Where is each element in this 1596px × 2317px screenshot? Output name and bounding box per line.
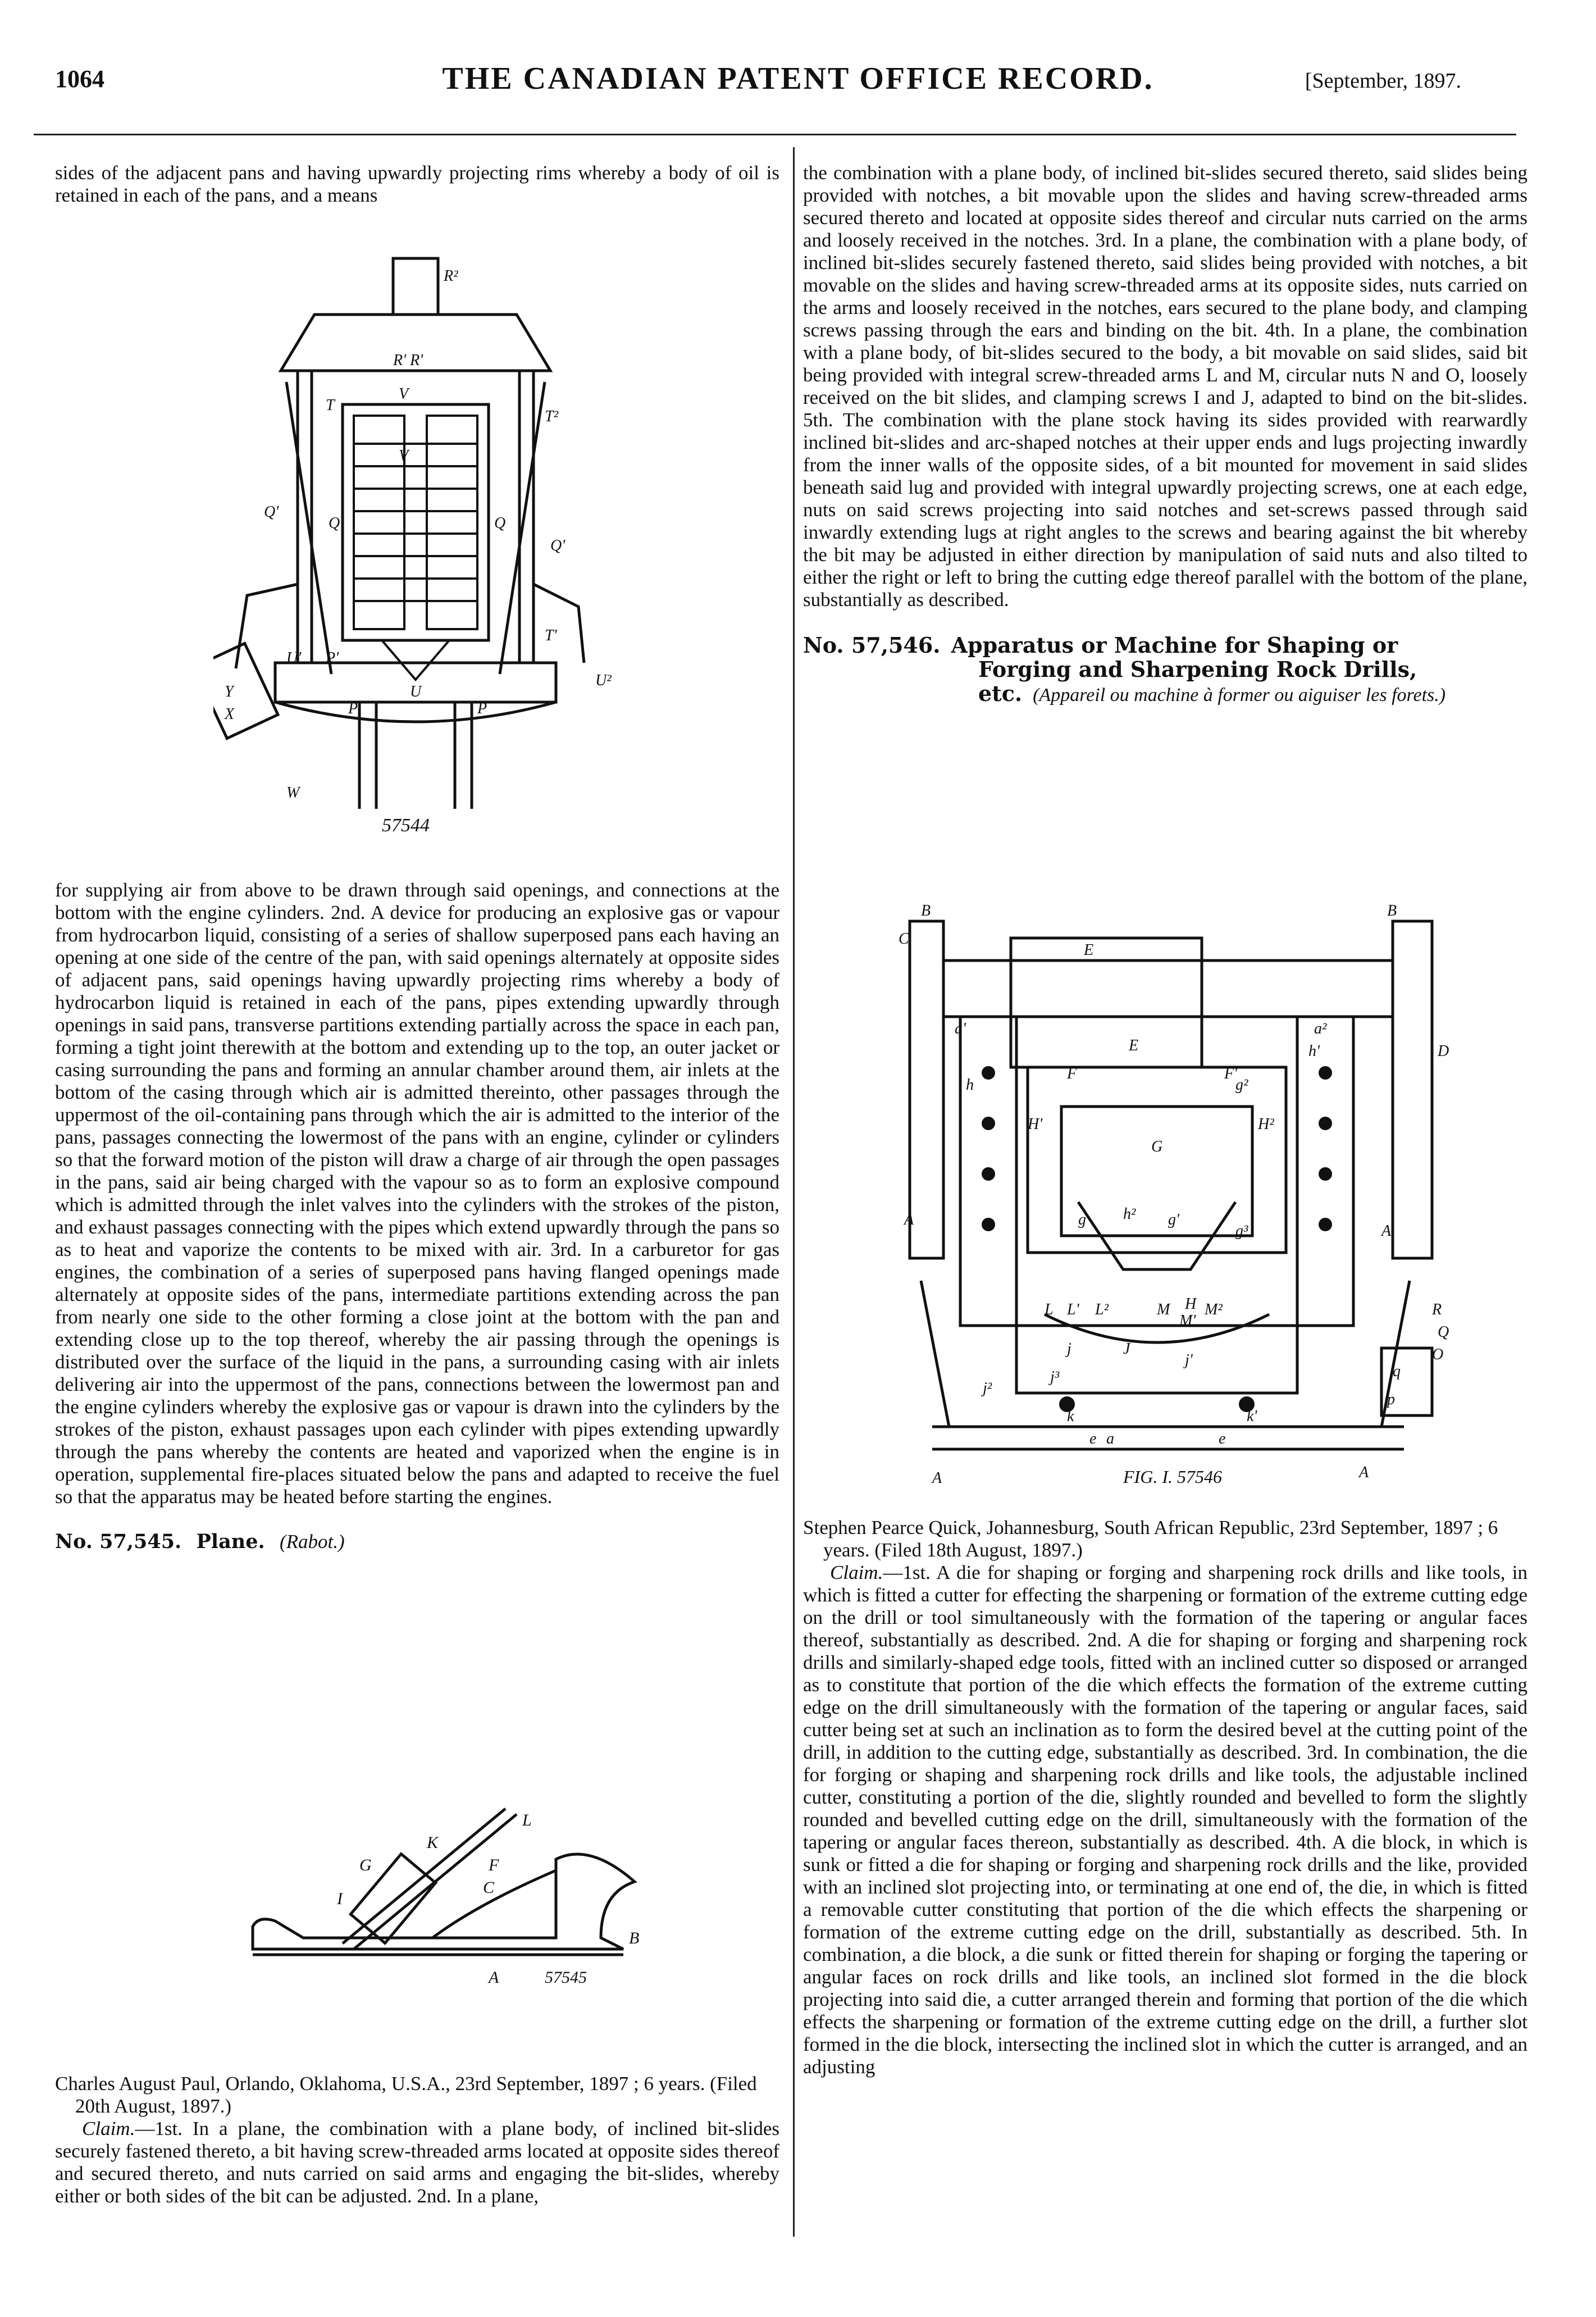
fig1-label: Q <box>329 515 340 532</box>
fig2-label: K <box>427 1833 439 1852</box>
drill-machine-figure <box>899 887 1460 1494</box>
fig3-label: F <box>1067 1065 1077 1082</box>
fig3-label: F' <box>1224 1065 1238 1082</box>
fig1-label: Y <box>225 683 234 700</box>
fig1-label: Q <box>494 515 506 532</box>
fig1-label: R' R' <box>393 352 423 369</box>
claim-label: Claim. <box>82 2118 135 2140</box>
fig3-label: O <box>1432 1346 1444 1363</box>
fig3-label: h <box>966 1076 974 1094</box>
fig1-label: X <box>225 705 235 723</box>
fig3-label: k' <box>1247 1408 1257 1425</box>
right-column-top <box>803 162 1527 707</box>
patent-title: Plane. <box>196 1530 265 1553</box>
fig3-label: M <box>1157 1301 1170 1318</box>
fig3-label: j² <box>983 1380 992 1397</box>
fig3-caption: FIG. I. 57546 <box>1123 1467 1222 1487</box>
fig3-label: E <box>1129 1037 1139 1054</box>
fig3-label: H' <box>1028 1116 1043 1133</box>
fig3-label: J <box>1123 1340 1130 1358</box>
fig1-label: W <box>286 784 300 802</box>
patent-57546-heading <box>803 634 1527 707</box>
issue-date: [September, 1897. <box>1305 69 1461 93</box>
fig3-label: e <box>1089 1430 1097 1447</box>
fig3-label: a² <box>1314 1020 1327 1037</box>
fig1-label: Q' <box>550 537 566 554</box>
fig2-label: I <box>337 1890 343 1908</box>
fig2-label: B <box>629 1929 640 1947</box>
fig1-label: P' <box>326 649 339 667</box>
fig3-label: B <box>921 902 931 919</box>
fig3-label: D <box>1438 1043 1449 1060</box>
claim-text: —1st. A die for shaping or forging and sharpening rock drills and like tools, in which is fitted a cutter for effecting the sharpening or formation of the extreme cutting edge on the drill or tool simultaneously with the formation of the tapering or angular faces thereof, substantially as described. 2nd. A die for shaping or forging and sharpening rock drills and similarly-shaped edge tools, fitted with an inclined cutter so disposed or arranged as to constitute that portion of the die which effects the formation of the extreme cutting edge on the drill simultaneously with the formation of the tapering or angular faces, said cutter being set at such an inclination as to form the desired bevel at the cutting point of the drill, in addition to the cutting edge, substantially as described. 3rd. In combination, the die for forging or shaping and sharpening rock drills and like tools, the adjustable inclined cutter, constituting a portion of the die, slightly rounded and bevelled to form the slightly rounded and bevelled cutting edge on the drill, simultaneously with the formation of the tapering or angular faces thereon, substantially as described. 4th. A die block, in which is sunk or fitted a die for shaping or forging and sharpening rock drills and the like, provided with an inclined slot projecting into, or terminating at one end of, the die, in which is fitted a removable cutter constituting that portion of the die which effects the sharpening or formation of the extreme cutting edge on the drill, substantially as described. 5th. In combination, a die block, a die sunk or fitted therein for shaping or forging the tapering or angular faces on rock drills and like tools, an inclined slot formed in the die block projecting into said die, a cutter arranged therein and forming that portion of the die which effects the sharpening or formation of the extreme cutting edge on the drill, a further slot formed in the die block, intersecting the inclined slot in which the cutter is arranged, and an adjusting <box>803 1562 1527 2078</box>
fig3-label: A <box>904 1211 914 1228</box>
patent-57545-heading <box>55 1531 779 1553</box>
fig1-label: T² <box>545 408 558 425</box>
fig2-label: A <box>489 1968 499 1987</box>
plane-claims-continued: the combination with a plane body, of inclined bit-slides secured thereto, said slides being provided with notches, a bit movable upon the slides and having screw-threaded arms secured thereto and located at opposite sides thereof and circular nuts carried on the arms and loosely received in the notches. 3rd. In a plane, the combination with a plane body, of inclined bit-slides securely fastened thereto, said slides being provided with notches, a bit movable on the slides and having screw-threaded arms at its opposite sides, nuts carried on the arms and loosely received in the notches, ears secured to the plane body, and clamping screws passing through the ears and binding on the bit. 4th. In a plane, the combination with a plane body, of bit-slides secured to the body, a bit movable on said slides, said bit being provided with integral screw-threaded arms L and M, circular nuts N and O, loosely received on the bit slides, and clamping screws I and J, adapted to bind on the bit-slides. 5th. The combination with the plane stock having its sides provided with rearwardly inclined bit-slides and arc-shaped notches at their upper ends and lugs projecting inwardly from the inner walls of the opposite sides, of a bit mounted for movement in said slides beneath said lug and provided with integral upwardly projecting screws, one at each edge, nuts on said screws projecting into said notches and set-screws passed through said inwardly extending lugs at right angles to the screws and bearing against the bit whereby the bit may be adjusted in either direction by manipulation of said nuts and also tilted to either the right or left to bring the cutting edge thereof parallel with the bottom of the plane, substantially as described. <box>803 162 1527 611</box>
claim-label: Claim. <box>830 1562 883 1583</box>
fig3-label: C <box>899 930 909 948</box>
left-column-main <box>55 879 779 1553</box>
patent-french-title: (Rabot.) <box>279 1531 345 1553</box>
fig3-label: e <box>1219 1430 1226 1447</box>
fig1-label: V <box>399 447 409 465</box>
fig3-label: H <box>1185 1295 1197 1313</box>
fig1-label: U' <box>286 649 302 667</box>
fig1-label: P <box>477 700 487 717</box>
page-header <box>0 0 1596 135</box>
fig2-label: G <box>359 1856 372 1874</box>
patent-number: No. 57,546. <box>803 632 941 658</box>
fig3-label: g² <box>1235 1076 1248 1094</box>
journal-title: THE CANADIAN PATENT OFFICE RECORD. <box>442 61 1154 96</box>
fig3-label: Q <box>1438 1323 1449 1341</box>
fig3-label: R <box>1432 1301 1442 1318</box>
patent-title-line1: Apparatus or Machine for Shaping or <box>951 632 1398 658</box>
fig1-caption: 57544 <box>382 815 430 836</box>
fig3-label: L² <box>1095 1301 1109 1318</box>
fig3-label: g' <box>1168 1211 1179 1228</box>
fig3-label: p <box>1387 1391 1395 1408</box>
claim-text: —1st. In a plane, the combination with a plane body, of inclined bit-slides securely fastened thereto, a bit having screw-threaded arms located at opposite sides thereof and secured thereto, and nuts carried on said arms and engaging the bit-slides, whereby either or both sides of the bit can be adjusted. 2nd. In a plane, <box>55 2118 779 2207</box>
fig2-label: C <box>483 1878 495 1897</box>
patent-57545-inventor: Charles August Paul, Orlando, Oklahoma, U.S.A., 23rd September, 1897 ; 6 years. (Filed 20th August, 1897.) <box>55 2073 757 2117</box>
fig3-label: h' <box>1308 1043 1320 1060</box>
plane-drawing <box>241 1792 668 2005</box>
fig3-label: A <box>932 1469 942 1487</box>
fig1-label: T <box>326 397 335 414</box>
header-rule <box>34 134 1516 135</box>
carburetor-drawing <box>213 236 674 837</box>
fig3-label: g <box>1078 1211 1086 1228</box>
fig3-label: A <box>1359 1464 1369 1481</box>
fig3-label: A <box>1381 1222 1392 1240</box>
fig3-label: h² <box>1123 1205 1136 1223</box>
carburetor-figure <box>213 236 674 837</box>
patent-title-line2: Forging and Sharpening Rock Drills, <box>978 657 1417 682</box>
left-continued-claim: sides of the adjacent pans and having upwardly projecting rims whereby a body of oil is retained in each of the pans, and a means <box>55 162 779 206</box>
fig1-label: U <box>410 683 422 700</box>
patent-57545-claims <box>55 2118 779 2207</box>
patent-title-line3: etc. <box>978 681 1023 706</box>
fig3-label: g³ <box>1235 1222 1248 1240</box>
fig3-label: L' <box>1067 1301 1079 1318</box>
patent-57546-claims <box>803 1562 1527 2078</box>
fig3-label: j' <box>1185 1351 1193 1369</box>
column-divider <box>793 147 795 2237</box>
fig1-label: Q' <box>264 503 279 521</box>
fig3-label: L <box>1045 1301 1054 1318</box>
fig3-label: a' <box>955 1020 966 1037</box>
fig3-label: H² <box>1258 1116 1274 1133</box>
page-number: 1064 <box>55 65 104 93</box>
left-column-bottom <box>55 2073 779 2207</box>
fig3-label: G <box>1151 1138 1163 1155</box>
patent-number: No. 57,545. <box>55 1530 182 1553</box>
fig3-label: B <box>1387 902 1397 919</box>
fig2-caption: 57545 <box>545 1968 587 1987</box>
fig1-label: P <box>348 700 358 717</box>
fig2-label: L <box>522 1811 532 1829</box>
fig1-label: U² <box>595 672 612 689</box>
fig1-label: T' <box>545 627 557 644</box>
fig3-label: M' <box>1179 1312 1196 1330</box>
patent-french-title: (Appareil ou machine à former ou aiguiser les forets.) <box>1033 685 1446 705</box>
right-column-bottom <box>803 1517 1527 2078</box>
drill-machine-drawing <box>899 887 1460 1494</box>
carburetor-claims: for supplying air from above to be drawn through said openings, and connections at the bottom with the engine cylinders. 2nd. A device for producing an explosive gas or vapour from hydrocarbon liquid, consisting of a series of shallow superposed pans each having an opening at one side of the centre of the pan, with said openings alternately at opposite sides of adjacent pans, said openings having upwardly projecting rims whereby a body of hydrocarbon liquid is retained in each of the pans, pipes extending upwardly through openings in said pans, transverse partitions extending partially across the space in each pan, forming a tight joint therewith at the bottom and extending up to the top, an outer jacket or casing surrounding the pans and forming an annular chamber around them, air inlets at the bottom of the casing through which air is admitted thereinto, other passages through the uppermost of the oil-containing pans through which the air is admitted to the interior of the pans, passages connecting the lowermost of the pans with an engine, cylinder or cylinders so that the forward motion of the piston will draw a charge of air through the open passages in the pans, said air being charged with the vapour so as to form an explosive compound which is admitted through the inlet valves into the cylinders with the strokes of the piston, and exhaust passages connecting with the pipes which extend upwardly through the pans so as to heat and vaporize the contents to be mixed with air. 3rd. In a carburetor for gas engines, the combination of a series of superposed pans having flanged openings made alternately at opposite sides of the pans, intermediate partitions extending across the pan from nearly one side to the other forming a close joint at the bottom with the pan and extending close up to the top thereof, whereby the air passing through the openings is distributed over the surface of the liquid in the pans, a surrounding casing with air inlets delivering air into the uppermost of the pans, connections between the lowermost pan and the engine cylinders whereby the explosive gas or vapour is drawn into the cylinders by the strokes of the piston, exhaust passages upon each cylinder with pipes extending upwardly through the pans whereby the contents are heated and vaporized when the engine is in operation, supplemental fire-places situated below the pans and adapted to receive the fuel so that the apparatus may be heated before starting the engines. <box>55 879 779 1508</box>
fig1-label: R² <box>444 267 458 285</box>
fig3-label: a <box>1106 1430 1114 1447</box>
fig1-label: V <box>399 385 409 403</box>
fig3-label: j <box>1067 1340 1071 1358</box>
fig3-label: k <box>1067 1408 1074 1425</box>
fig3-label: E <box>1084 941 1094 959</box>
plane-figure <box>241 1792 668 2005</box>
left-column-top <box>55 162 779 207</box>
fig2-label: F <box>489 1856 499 1874</box>
fig3-label: M² <box>1205 1301 1223 1318</box>
patent-57546-inventor: Stephen Pearce Quick, Johannesburg, South African Republic, 23rd September, 1897 ; 6 years. (Filed 18th August, 1897.) <box>803 1517 1498 1561</box>
fig3-label: q <box>1393 1363 1401 1380</box>
fig3-label: j³ <box>1050 1368 1060 1386</box>
